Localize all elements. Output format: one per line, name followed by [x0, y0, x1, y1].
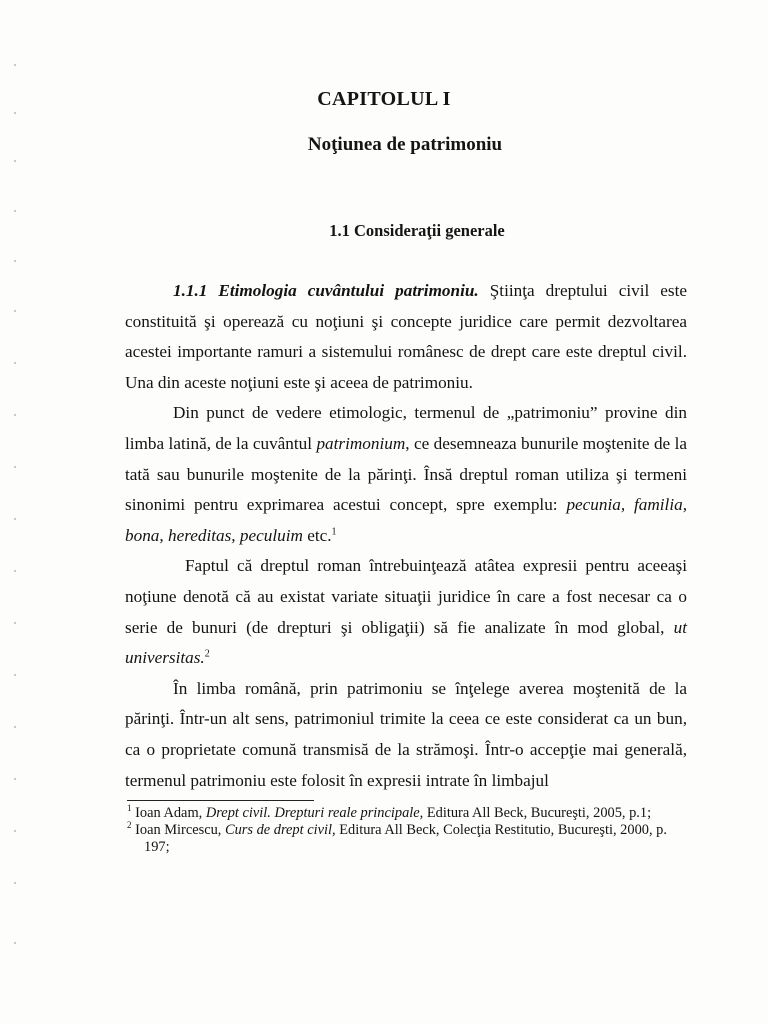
paragraph-4-text: În limba română, prin patrimoniu se înţelege averea moştenită de la părinţi. Într-un alt sens, patrimoniul trimite la ceea ce este considerat ca un bun, ca o proprietate comună transmisă de la strămoşi. Într-o accepţie mai generală, termenul patrimoniu este folosit în expresii intrate în limbajul: [125, 678, 687, 790]
paragraph-2-italic-b: pecunia, familia, bona, hereditas, peculuim: [125, 495, 687, 545]
section-heading: 1.1 Consideraţii generale: [329, 221, 505, 240]
footnotes: [127, 805, 687, 856]
footnote-1: [127, 805, 687, 822]
paragraph-1-text: Ştiinţa dreptului civil este constituită şi operează cu noţiuni şi concepte juridice care permit dezvoltarea acestei importante ramuri a sistemului românesc de drept care este dreptul civil. Una din aceste noţiuni este şi aceea de patrimoniu.: [125, 281, 687, 392]
footnote-number: 1: [127, 803, 132, 814]
chapter-heading: CAPITOLUL I: [317, 88, 451, 110]
paragraph-2-italic-a: patrimonium: [316, 433, 406, 453]
body-text: [125, 276, 687, 796]
footnote-2: [127, 822, 687, 856]
footnote-ref-1: 1: [331, 526, 337, 538]
paragraph-3: [125, 551, 687, 673]
paragraph-1: [125, 276, 687, 398]
subsection-heading: 1.1.1 Etimologia cuvântului patrimoniu.: [173, 281, 479, 300]
footnote-separator: [127, 800, 314, 801]
paragraph-3-italic: ut universitas.: [125, 617, 687, 668]
footnote-ref-2: 2: [204, 648, 210, 660]
footnote-author: Ioan Mircescu,: [131, 822, 226, 838]
footnote-publisher: Editura All Beck, Colecţia Restitutio, Bucureşti, 2000, p. 197;: [144, 822, 667, 855]
paragraph-2: [125, 398, 687, 551]
footnote-number: 2: [127, 820, 132, 831]
footnote-author: Ioan Adam,: [131, 805, 206, 821]
footnote-work: Drept civil. Drepturi reale principale,: [205, 805, 424, 821]
chapter-title: Noţiunea de patrimoniu: [307, 134, 503, 155]
paragraph-2-text-c: etc.: [302, 525, 332, 545]
paragraph-2-text-a: Din punct de vedere etimologic, termenul de „patrimoniu” provine din limba latină, de la cuvântul: [125, 403, 687, 453]
footnote-publisher: Editura All Beck, Bucureşti, 2005, p.1;: [423, 805, 652, 821]
paragraph-2-text-b: , ce desemneaza bunurile moştenite de la tată sau bunurile moştenite de la părinţi. Însă dreptul roman utiliza şi termeni sinonimi pentru exprimarea acestui concept, spre exemplu:: [125, 433, 687, 515]
paragraph-3-text: Faptul că dreptul roman întrebuinţează atâtea expresii pentru aceeaşi noţiune denotă că au existat variate situaţii juridice în care a fost necesar ca o serie de bunuri (de drepturi şi obligaţii) să fie analizate în mod global,: [125, 556, 687, 637]
paragraph-4: [125, 674, 687, 796]
footnote-work: Curs de drept civil,: [225, 822, 336, 838]
